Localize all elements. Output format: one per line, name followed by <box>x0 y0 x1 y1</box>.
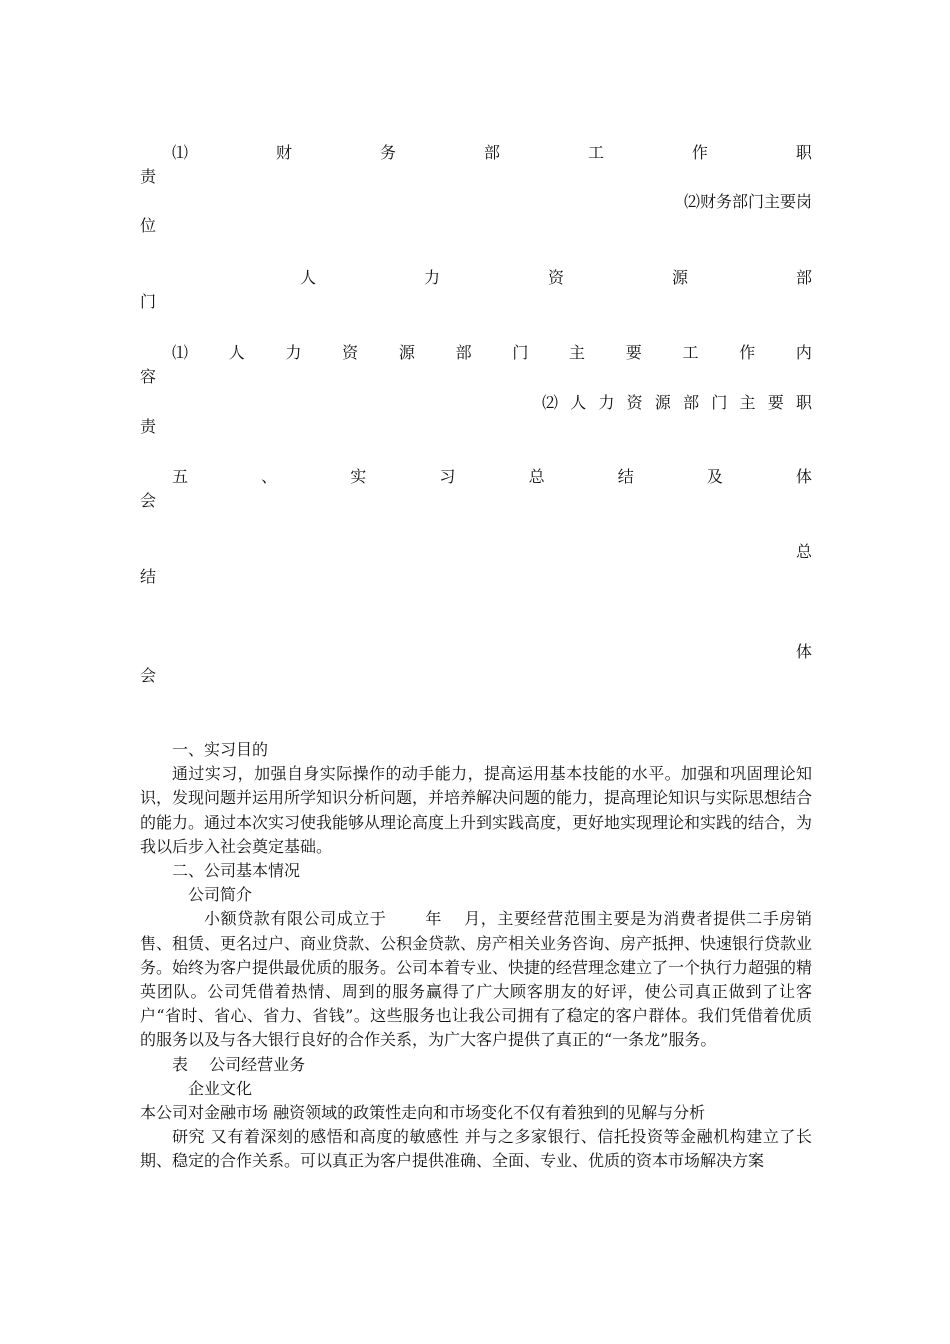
toc-char: 人 <box>570 393 587 412</box>
toc-char: 结 <box>617 467 634 486</box>
toc-section-five-line <box>140 465 812 489</box>
section-heading-purpose: 一、实习目的 <box>172 740 269 759</box>
toc-char: 、 <box>261 467 278 486</box>
toc-char: 财 <box>275 143 292 162</box>
toc-summary-line: 总 <box>795 542 812 561</box>
section-heading-company: 二、公司基本情况 <box>172 861 301 881</box>
toc-char: 要 <box>767 393 784 412</box>
toc-char: ⑴ <box>172 143 189 162</box>
toc-char: 部 <box>455 343 472 362</box>
toc-line-tail: 结 <box>140 567 157 586</box>
toc-line-tail: 责 <box>140 167 157 186</box>
toc-char: 工 <box>587 143 604 162</box>
toc-char: 人 <box>300 268 317 287</box>
toc-char: 力 <box>423 268 440 287</box>
toc-line-tail: 会 <box>140 491 157 510</box>
toc-hr-dept-line <box>140 266 812 290</box>
toc-char: 要 <box>625 343 642 362</box>
toc-char: 务 <box>379 143 396 162</box>
toc-line-tail: 容 <box>140 367 157 386</box>
toc-char: 职 <box>795 393 812 412</box>
toc-char: 部 <box>683 393 700 412</box>
toc-hr-work-line <box>140 341 812 365</box>
toc-hr-duties <box>140 391 812 439</box>
table-caption: 表 公司经营业务 <box>172 1054 306 1074</box>
toc-finance-duties-line <box>140 141 812 165</box>
paragraph-culture-line1: 本公司对金融市场 融资领域的政策性走向和市场变化不仅有着独到的见解与分析 <box>140 1103 706 1123</box>
toc-char: 力 <box>285 343 302 362</box>
toc-char: 人 <box>228 343 245 362</box>
toc-char: 习 <box>439 467 456 486</box>
toc-char: 体 <box>795 467 812 486</box>
toc-char: 源 <box>671 268 688 287</box>
toc-line-tail: 责 <box>140 417 157 436</box>
toc-char: 源 <box>654 393 671 412</box>
toc-char: 内 <box>795 343 812 362</box>
toc-char: 五 <box>172 467 189 486</box>
subheading-culture: 企业文化 <box>188 1078 253 1098</box>
paragraph-company-intro: 小额贷款有限公司成立于 年 月，主要经营范围主要是为消费者提供二手房销售、租赁、更名过户、商业贷款、公积金贷款、房产相关业务咨询、房产抵押、快速银行贷款业务。始终为客户提供最优质的服务。公司本着专业、快捷的经营理念建立了一个执行力超强的精英团队。公司凭借着热情、周到的服务赢得了广大顾客朋友的好评，使公司真正做到了让客户“省时、省心、省力、省钱”。这些服务也让我公司拥有了稳定的客户群体。我们凭借着优质的服务以及与各大银行良好的合作关系，为广大客户提供了真正的“一条龙”服务。 <box>140 909 813 1050</box>
toc-char: 门 <box>512 343 529 362</box>
toc-char: ⑵ <box>542 393 559 412</box>
toc-char: 实 <box>350 467 367 486</box>
toc-char: 及 <box>706 467 723 486</box>
toc-finance-duties <box>140 141 812 189</box>
toc-char: 力 <box>598 393 615 412</box>
toc-hr-duties-line <box>140 391 812 415</box>
toc-summary <box>140 540 812 589</box>
toc-char: 资 <box>547 268 564 287</box>
toc-line-tail: 会 <box>140 666 157 685</box>
toc-line-tail: 位 <box>140 216 157 235</box>
toc-line-tail: 门 <box>140 292 157 311</box>
toc-hr-dept <box>140 266 812 314</box>
paragraph-culture-rest: 研究 又有着深刻的感悟和高度的敏感性 并与之多家银行、信托投资等金融机构建立了长期、稳定的合作关系。可以真正为客户提供准确、全面、专业、优质的资本市场解决方案 <box>140 1127 812 1171</box>
toc-char: 职 <box>795 143 812 162</box>
toc-char: 资 <box>626 393 643 412</box>
document-body <box>140 738 812 1174</box>
toc-experience-line: 体 <box>795 642 812 661</box>
toc-char: 门 <box>711 393 728 412</box>
subheading-company-intro: 公司简介 <box>188 885 253 905</box>
toc-char: 作 <box>739 343 756 362</box>
toc-hr-work <box>140 341 812 389</box>
toc-char: 资 <box>342 343 359 362</box>
toc-char: 作 <box>691 143 708 162</box>
toc-finance-posts <box>140 190 812 238</box>
paragraph-purpose: 通过实习，加强自身实际操作的动手能力，提高运用基本技能的水平。加强和巩固理论知识，发现问题并运用所学知识分析问题，并培养解决问题的能力，提高理论知识与实际思想结合的能力。通过本次实习使我能够从理论高度上升到实践高度，更好地实现理论和实践的结合，为我以后步入社会奠定基础。 <box>140 764 813 856</box>
toc-char: 主 <box>569 343 586 362</box>
toc-section-five <box>140 465 812 513</box>
toc-char: 部 <box>795 268 812 287</box>
toc-char: 总 <box>528 467 545 486</box>
toc-char: 部 <box>483 143 500 162</box>
toc-char: ⑴ <box>172 343 189 362</box>
toc-char: 源 <box>398 343 415 362</box>
toc-char: 工 <box>682 343 699 362</box>
toc-experience <box>140 640 812 688</box>
toc-finance-posts-line: ⑵财务部门主要岗 <box>683 192 812 211</box>
toc-char: 主 <box>739 393 756 412</box>
